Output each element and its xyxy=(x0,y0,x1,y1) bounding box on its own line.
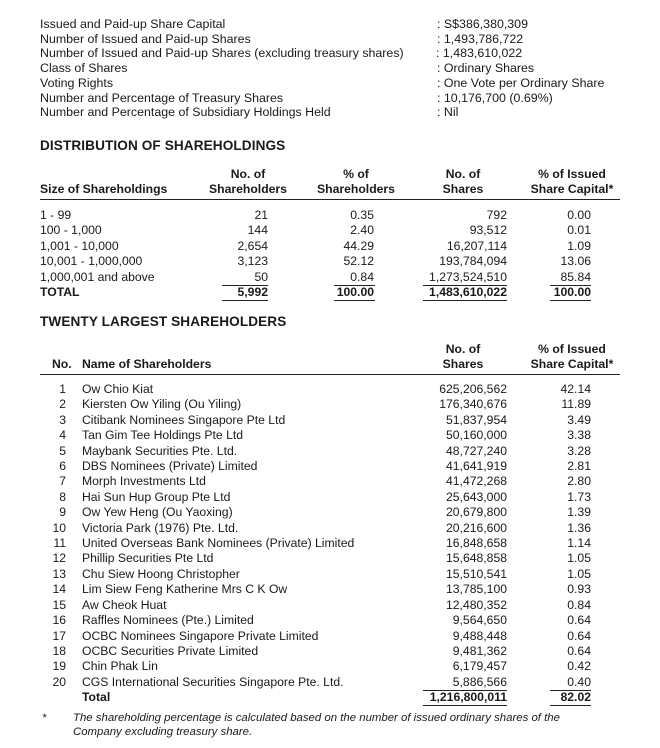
table-cell: 2.40 xyxy=(350,223,374,238)
info-value: 1,493,786,722 xyxy=(443,31,524,46)
info-value: One Vote per Ordinary Share xyxy=(443,75,605,90)
total-rule xyxy=(550,690,591,691)
col-holders-header: No. of Shareholders xyxy=(209,167,287,196)
table-cell: 15,648,858 xyxy=(446,551,507,566)
table-cell: 3,123 xyxy=(237,254,268,269)
table-cell: 3.38 xyxy=(567,428,591,443)
table-cell: 0.01 xyxy=(567,223,591,238)
row-number: 3 xyxy=(59,412,66,427)
row-number: 8 xyxy=(59,489,66,504)
info-label: Number of Issued and Paid-up Shares (excluding treasury shares) xyxy=(40,46,404,61)
table-cell: 48,727,240 xyxy=(446,443,507,458)
table-cell: 9,564,650 xyxy=(452,613,507,628)
table-cell: 0.84 xyxy=(350,269,374,284)
table-cell: 52.12 xyxy=(343,254,374,269)
table-cell: 2.80 xyxy=(567,474,591,489)
shareholder-name: Victoria Park (1976) Pte. Ltd. xyxy=(82,520,239,535)
dist-pct-capital-column xyxy=(530,208,591,300)
dist-holders-column xyxy=(200,208,268,300)
col-shares-header: No. of Shares xyxy=(442,167,484,196)
table-cell: 792 xyxy=(486,208,507,222)
table-cell: 21 xyxy=(254,208,268,222)
table-cell: 1.05 xyxy=(567,566,591,581)
table-cell: 3.28 xyxy=(567,443,591,458)
top-name-column xyxy=(82,382,354,706)
table-cell: 93,512 xyxy=(469,223,507,238)
table-cell: 16,207,114 xyxy=(446,238,507,253)
info-value-row: : 1,493,786,722 xyxy=(437,31,524,46)
row-number: 4 xyxy=(59,428,66,443)
table-cell: 11.89 xyxy=(561,397,591,412)
info-label: Voting Rights xyxy=(40,75,114,90)
footnote-marker: * xyxy=(42,712,47,724)
largest-title: TWENTY LARGEST SHAREHOLDERS xyxy=(40,314,287,329)
table-cell: 42.14 xyxy=(560,382,591,396)
table-cell: 44.29 xyxy=(343,238,374,253)
info-value-row: : Ordinary Shares xyxy=(437,61,535,76)
shareholder-name: OCBC Securities Private Limited xyxy=(82,643,259,658)
table-cell: 1.05 xyxy=(567,551,591,566)
shareholder-name: Hai Sun Hup Group Pte Ltd xyxy=(82,489,231,504)
col-pct-capital-header: % of Issued Share Capital* xyxy=(530,167,614,196)
table-cell: 9,481,362 xyxy=(452,643,507,658)
distribution-title: DISTRIBUTION OF SHAREHOLDINGS xyxy=(40,138,286,153)
table-cell: 51,837,954 xyxy=(446,412,507,427)
row-number: 19 xyxy=(52,659,66,674)
total-rule xyxy=(334,285,375,286)
table-cell: 1.39 xyxy=(567,505,591,520)
shareholder-name: Citibank Nominees Singapore Pte Ltd xyxy=(82,412,286,427)
row-number: 13 xyxy=(52,566,66,581)
info-label: Number and Percentage of Treasury Shares xyxy=(40,90,284,105)
capital-info-values xyxy=(437,17,604,120)
info-value: 10,176,700 (0.69%) xyxy=(443,90,553,105)
table-cell: 41,472,268 xyxy=(446,474,507,489)
info-label: Number of Issued and Paid-up Shares xyxy=(40,31,251,46)
row-number: 6 xyxy=(59,459,66,474)
table-cell: 20,679,800 xyxy=(446,505,507,520)
table-cell: 0.64 xyxy=(567,643,591,658)
info-value-row: : One Vote per Ordinary Share xyxy=(437,75,605,90)
row-number: 11 xyxy=(53,536,66,551)
table-cell: 144 xyxy=(247,223,268,238)
table-cell: 5,886,566 xyxy=(452,674,507,689)
table-cell: 85.84 xyxy=(560,269,591,284)
info-label: Class of Shares xyxy=(40,61,128,76)
col-top-shares-header: No. of Shares xyxy=(442,342,484,371)
table-cell: 1.14 xyxy=(567,536,591,551)
table-cell: 1,483,610,022 xyxy=(429,285,507,300)
table-cell: 6,179,457 xyxy=(452,659,507,674)
row-number: 2 xyxy=(59,397,66,412)
shareholder-name: Tan Gim Tee Holdings Pte Ltd xyxy=(82,428,244,443)
table-cell: 0.84 xyxy=(567,597,591,612)
info-value: S$386,380,309 xyxy=(443,17,528,31)
shareholder-name: Kiersten Ow Yiling (Ou Yiling) xyxy=(82,397,242,412)
total-rule xyxy=(423,705,507,706)
table-cell: 176,340,676 xyxy=(439,397,507,412)
top-pct-column xyxy=(530,382,591,706)
info-label: Issued and Paid-up Share Capital xyxy=(40,17,226,31)
col-size-header: Size of Shareholdings xyxy=(40,182,168,196)
shareholder-name: Chu Siew Hoong Christopher xyxy=(82,566,240,581)
table-cell: 50,160,000 xyxy=(446,428,507,443)
info-value-row: : S$386,380,309 xyxy=(437,17,528,31)
total-rule xyxy=(423,690,507,691)
table-cell: 82.02 xyxy=(560,690,591,705)
top-no-column xyxy=(46,382,66,690)
table-cell: 0.93 xyxy=(567,582,591,597)
table-cell: 13,785,100 xyxy=(446,582,507,597)
table-cell: 1,216,800,011 xyxy=(429,690,507,705)
table-cell: 12,480,352 xyxy=(446,597,507,612)
row-number: 15 xyxy=(52,597,66,612)
info-value: Ordinary Shares xyxy=(443,61,535,76)
table-cell: 13.06 xyxy=(560,254,591,269)
header-rule xyxy=(40,199,620,200)
table-cell: 193,784,094 xyxy=(439,254,507,269)
total-rule xyxy=(222,285,268,286)
table-cell: 0.35 xyxy=(350,208,374,222)
total-rule xyxy=(550,300,591,301)
dist-shares-column xyxy=(400,208,507,300)
table-cell: 41,641,919 xyxy=(446,459,507,474)
row-number: 18 xyxy=(52,643,66,658)
table-cell: 1.09 xyxy=(567,238,591,253)
dist-size-column xyxy=(40,208,155,300)
row-number: 5 xyxy=(59,443,66,458)
row-number: 7 xyxy=(59,474,66,489)
row-number: 12 xyxy=(52,551,66,566)
total-rule xyxy=(550,285,591,286)
row-number: 1 xyxy=(59,382,66,396)
total-rule xyxy=(423,300,507,301)
shareholder-name: Morph Investments Ltd xyxy=(82,474,206,489)
table-cell: 1.36 xyxy=(567,520,591,535)
table-cell: 0.00 xyxy=(567,208,591,222)
row-number: 9 xyxy=(59,505,66,520)
table-cell: 10,001 - 1,000,000 xyxy=(40,254,143,269)
shareholder-name: Chin Phak Lin xyxy=(82,659,158,674)
shareholder-name: Raffles Nominees (Pte.) Limited xyxy=(82,613,254,628)
info-label: Number and Percentage of Subsidiary Holdings Held xyxy=(40,105,331,120)
col-top-pct-header: % of Issued Share Capital* xyxy=(530,342,614,371)
col-no-header: No. xyxy=(52,357,72,371)
table-cell: 1,001 - 10,000 xyxy=(40,238,119,253)
table-cell: 100.00 xyxy=(553,285,591,300)
shareholder-name: DBS Nominees (Private) Limited xyxy=(82,459,258,474)
shareholder-name: OCBC Nominees Singapore Private Limited xyxy=(82,628,319,643)
table-cell: 16,848,658 xyxy=(446,536,507,551)
row-number: 17 xyxy=(52,628,66,643)
info-value-row: : 1,483,610,022 xyxy=(436,46,523,61)
table-cell: TOTAL xyxy=(40,285,80,300)
shareholder-name: Ow Yew Heng (Ou Yaoxing) xyxy=(82,505,233,520)
top-shares-column xyxy=(400,382,507,706)
shareholder-name: United Overseas Bank Nominees (Private) Limited xyxy=(82,536,355,551)
shareholder-name: Ow Chio Kiat xyxy=(82,382,154,396)
total-label: Total xyxy=(82,690,111,705)
shareholder-name: Lim Siew Feng Katherine Mrs C K Ow xyxy=(82,582,288,597)
table-cell: 100 - 1,000 xyxy=(40,223,102,238)
info-value-row: : Nil xyxy=(437,105,459,120)
header-rule xyxy=(40,374,620,375)
info-value-row: : 10,176,700 (0.69%) xyxy=(437,90,553,105)
row-number: 20 xyxy=(52,674,66,689)
table-cell: 9,488,448 xyxy=(452,628,507,643)
table-cell: 2,654 xyxy=(237,238,268,253)
shareholder-name: CGS International Securities Singapore Pte. Ltd. xyxy=(82,674,344,689)
info-value: 1,483,610,022 xyxy=(442,46,523,61)
row-number: 10 xyxy=(52,520,66,535)
table-cell: 5,992 xyxy=(237,285,268,300)
table-cell: 1.73 xyxy=(567,489,591,504)
table-cell: 625,206,562 xyxy=(439,382,507,396)
table-cell: 1,273,524,510 xyxy=(429,269,507,284)
dist-pct-holders-column xyxy=(300,208,374,300)
table-cell: 25,643,000 xyxy=(446,489,507,504)
col-pct-holders-header: % of Shareholders xyxy=(317,167,395,196)
table-cell: 3.49 xyxy=(567,412,591,427)
table-cell: 50 xyxy=(254,269,268,284)
table-cell: 20,216,600 xyxy=(446,520,507,535)
info-value: Nil xyxy=(443,105,459,120)
total-rule xyxy=(222,300,268,301)
row-number: 14 xyxy=(52,582,66,597)
shareholder-name: Aw Cheok Huat xyxy=(82,597,167,612)
table-cell: 0.42 xyxy=(567,659,591,674)
shareholder-name: Maybank Securities Pte. Ltd. xyxy=(82,443,238,458)
table-cell: 0.40 xyxy=(567,674,591,689)
table-cell: 0.64 xyxy=(567,613,591,628)
table-cell: 100.00 xyxy=(336,285,374,300)
table-cell: 0.64 xyxy=(567,628,591,643)
total-rule xyxy=(550,705,591,706)
col-name-header: Name of Shareholders xyxy=(82,357,212,371)
total-rule xyxy=(334,300,375,301)
table-cell: 15,510,541 xyxy=(446,566,507,581)
table-cell: 1,000,001 and above xyxy=(40,269,155,284)
total-rule xyxy=(423,285,507,286)
table-cell: 1 - 99 xyxy=(40,208,72,222)
row-number: 16 xyxy=(52,613,66,628)
footnote-text: The shareholding percentage is calculated based on the number of issued ordinary shares of the Company excluding treasury share. xyxy=(73,712,560,738)
table-cell: 2.81 xyxy=(567,459,591,474)
capital-info-labels xyxy=(40,17,404,120)
shareholder-name: Phillip Securities Pte Ltd xyxy=(82,551,214,566)
